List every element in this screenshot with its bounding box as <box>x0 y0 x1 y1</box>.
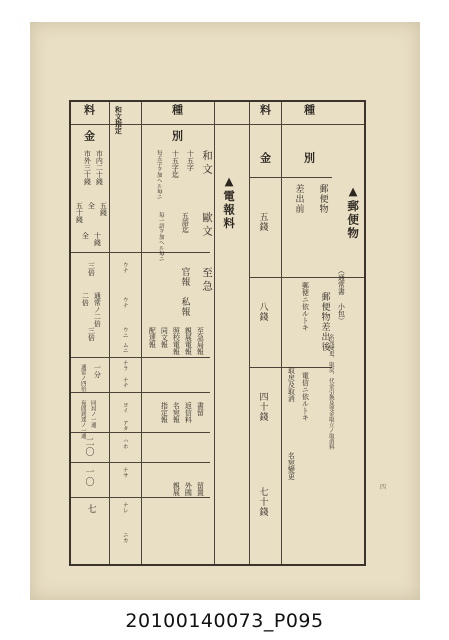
postal-recall: 取戻及取消 <box>287 367 296 402</box>
svc-10: 留置 <box>196 482 205 496</box>
price-12: 一分 <box>93 364 102 378</box>
postal-by-mail: 郵便ニ依ルトキ <box>301 282 310 331</box>
price-7: 全 <box>81 232 90 239</box>
postal-fee-1: 五錢 <box>257 212 268 232</box>
fee-header-1: 料 <box>82 104 96 121</box>
kind-shikyu: 至急 <box>201 267 214 294</box>
kind-kanpo: 官報 <box>179 267 190 287</box>
svc-6: 書留 <box>196 402 205 416</box>
price-13: 二〇 <box>83 437 94 457</box>
postal-readdress: 名宛變更 <box>287 452 296 480</box>
postal-title: ▲郵便物 <box>346 184 361 241</box>
rate-per-5: 每五字ヲ加ヘル毎ニ <box>155 150 162 200</box>
svc-4: 同文報 <box>160 327 169 348</box>
note-2: 同局ノ一通 <box>89 400 96 428</box>
price-3: 五錢 <box>99 202 108 216</box>
code-12: ニカ <box>121 532 128 543</box>
code-4: ムニ <box>121 342 128 353</box>
kind-wabun: 和文 <box>201 150 214 177</box>
postal-subtitle: 名宛變更、取戻、代金引換及兇金取立ノ取消料 <box>327 334 334 450</box>
kind-oubun: 歐文 <box>201 212 214 239</box>
code-7: ヨイ <box>121 402 128 413</box>
price-6: 十錢 <box>93 232 102 246</box>
fee-header-2: 金 <box>82 130 96 147</box>
postal-fee-4: 七十錢 <box>257 487 268 517</box>
rate-15: 十五字 <box>186 150 195 171</box>
page-number: 四 <box>380 484 387 491</box>
price-14: 一〇 <box>83 467 94 487</box>
postal-fee-header-2: 金 <box>258 152 272 169</box>
postal-fee-2: 八錢 <box>257 302 268 322</box>
rate-15-upto: 十五字迄 <box>171 150 180 178</box>
indicator-header: 和文指定 <box>114 106 124 134</box>
archive-caption: 20100140073_P095 <box>125 610 324 632</box>
price-15: 七 <box>85 504 96 514</box>
price-1: 市内二十錢 <box>95 150 104 185</box>
postal-kind-header-1: 種 <box>302 104 316 121</box>
fee-table <box>69 100 366 566</box>
svc-9: 指定報 <box>160 402 169 423</box>
postal-mail: 郵便物 <box>317 184 328 214</box>
kind-header-2: 別 <box>170 130 184 147</box>
svc-11: 外國 <box>184 482 193 496</box>
note-3: 夜間到達ノ一通 <box>79 400 86 439</box>
price-2: 市外三十錢 <box>83 150 92 185</box>
code-1: ウナ <box>121 262 128 273</box>
svc-2: 親展電報 <box>184 327 193 355</box>
postal-fee-header-1: 料 <box>258 104 272 121</box>
rate-5-words: 五語迄 <box>181 212 190 233</box>
svc-8: 名宛報 <box>172 402 181 423</box>
code-5: ナラ <box>121 360 128 371</box>
price-10: 二倍 <box>81 292 90 306</box>
code-8: アタ <box>121 420 128 431</box>
svc-7: 返信料 <box>184 402 193 423</box>
price-5: 五十錢 <box>75 202 84 223</box>
code-2: ウナ <box>121 297 128 308</box>
code-11: ナレ <box>121 502 128 513</box>
rate-per-word: 毎一語ヲ加ヘル毎ニ <box>157 212 164 262</box>
postal-paren: （通常書 小包） <box>337 267 346 324</box>
price-8: 三倍 <box>87 262 96 276</box>
postal-by-telegraph: 電信ニ依ルトキ <box>301 372 310 421</box>
telegraph-title: ▲電報料 <box>222 174 237 231</box>
postal-before: 差出前 <box>293 184 304 214</box>
price-9: 通常ノ二倍 <box>93 292 102 327</box>
postal-fee-3: 四十錢 <box>257 392 268 422</box>
kind-shiho: 私報 <box>179 297 190 317</box>
svc-12: 親展 <box>172 482 181 496</box>
postal-after: 郵便物差出後 <box>319 292 330 352</box>
svc-3: 照校電報 <box>172 327 181 355</box>
svc-5: 配達報 <box>148 327 157 348</box>
code-9: ハホ <box>121 438 128 449</box>
svc-1: 至急局報 <box>196 327 205 355</box>
note-1: 通常ノ四倍 <box>79 364 86 392</box>
code-10: ナサ <box>121 467 128 478</box>
price-11: 三倍 <box>87 327 96 341</box>
code-3: ウニ <box>121 327 128 338</box>
postal-kind-header-2: 別 <box>302 152 316 169</box>
kind-header-1: 種 <box>170 104 184 121</box>
price-4: 全 <box>87 202 96 209</box>
code-6: ナチ <box>121 377 128 388</box>
